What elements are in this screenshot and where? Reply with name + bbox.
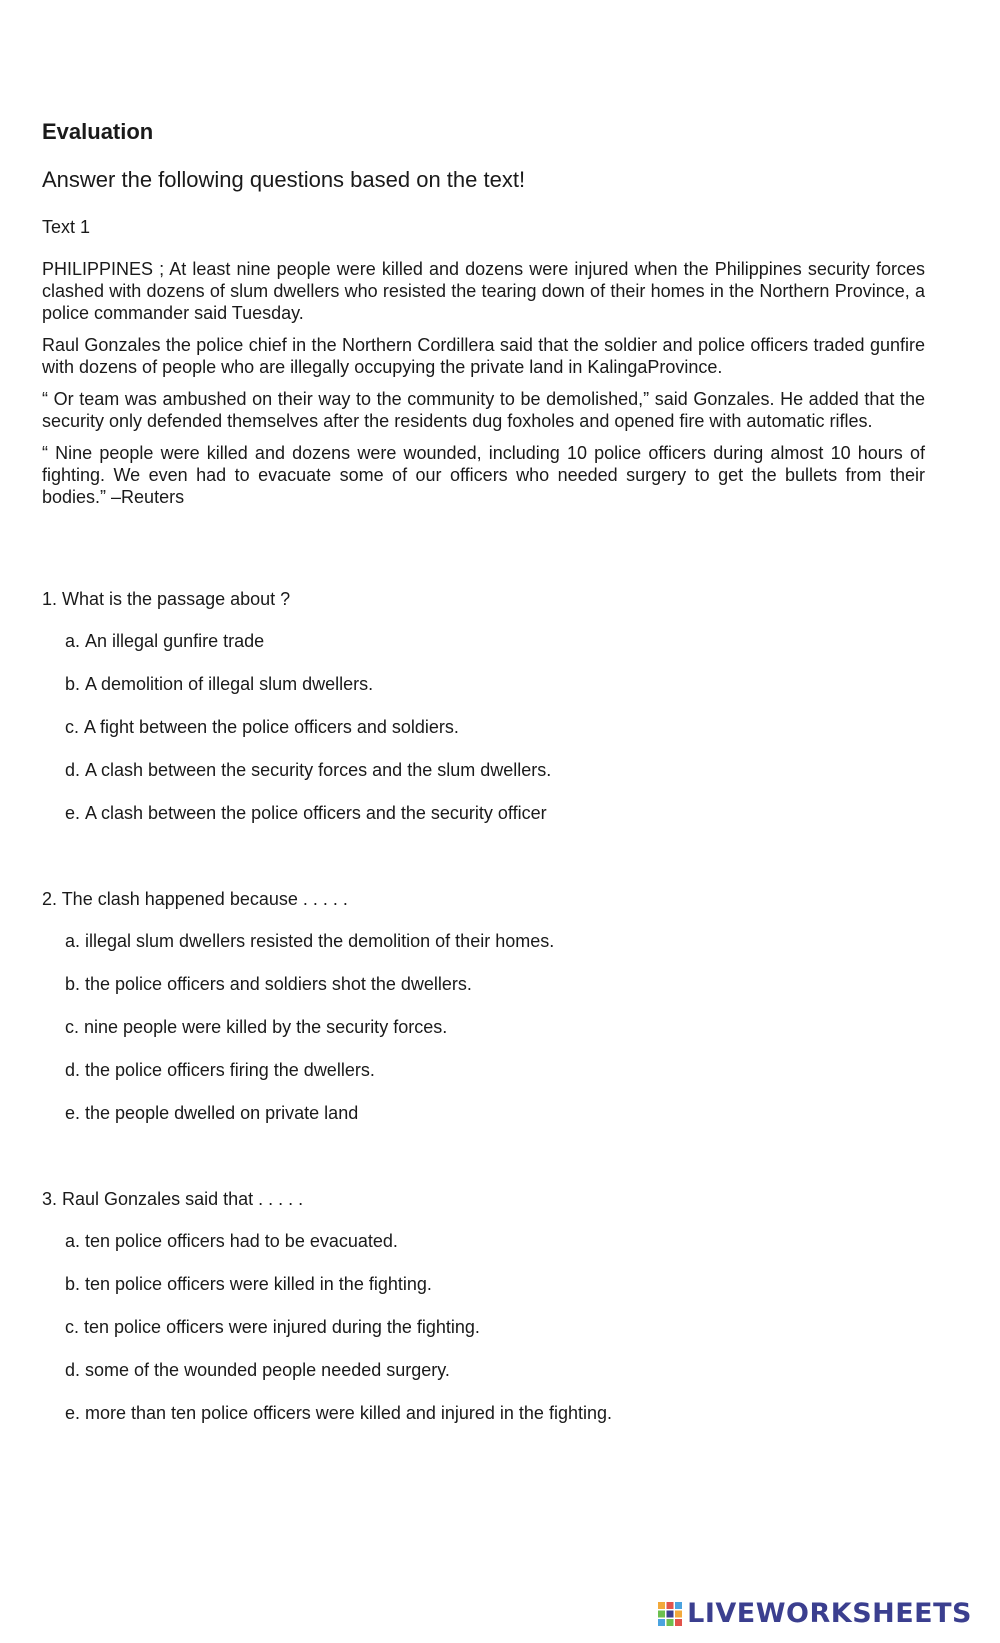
option-a[interactable] — [65, 930, 925, 973]
option-text: ten police officers had to be evacuated. — [85, 1231, 398, 1251]
option-letter: c. — [65, 1317, 80, 1337]
option-text: ten police officers were injured during the fighting. — [84, 1317, 480, 1337]
passage-paragraph: PHILIPPINES ; At least nine people were killed and dozens were injured when the Philippines security forces clashed with dozens of slum dwellers who resisted the tearing down of their homes in the Northern Province, a police commander said Tuesday. — [42, 259, 925, 323]
question-stem: 3. Raul Gonzales said that . . . . . — [42, 1189, 304, 1209]
liveworksheets-logo-icon — [657, 1601, 683, 1627]
option-letter: c. — [65, 717, 80, 737]
option-e[interactable] — [65, 1102, 925, 1145]
instruction-text: Answer the following questions based on the text! — [42, 167, 526, 192]
logo-text: LIVEWORKSHEETS — [687, 1598, 972, 1629]
option-text: A fight between the police officers and soldiers. — [84, 717, 459, 737]
option-b[interactable] — [65, 1273, 925, 1316]
question-stem: 2. The clash happened because . . . . . — [42, 889, 348, 909]
option-text: A clash between the police officers and the security officer — [85, 803, 547, 823]
option-d[interactable] — [65, 759, 925, 802]
option-text: A clash between the security forces and the slum dwellers. — [85, 760, 552, 780]
option-letter: e. — [65, 1403, 81, 1423]
option-d[interactable] — [65, 1059, 925, 1102]
option-e[interactable] — [65, 802, 925, 845]
page-title: Evaluation — [42, 119, 154, 144]
option-letter: b. — [65, 674, 81, 694]
option-text: A demolition of illegal slum dwellers. — [85, 674, 374, 694]
option-letter: b. — [65, 1274, 81, 1294]
option-letter: c. — [65, 1017, 80, 1037]
option-a[interactable] — [65, 1230, 925, 1273]
option-text: ten police officers were killed in the fighting. — [85, 1274, 432, 1294]
liveworksheets-logo — [657, 1598, 972, 1629]
option-text: An illegal gunfire trade — [85, 631, 265, 651]
option-text: some of the wounded people needed surgery. — [85, 1360, 450, 1380]
option-c[interactable] — [65, 1316, 925, 1359]
option-letter: e. — [65, 1103, 81, 1123]
question-1 — [42, 588, 925, 845]
option-letter: e. — [65, 803, 81, 823]
option-list — [42, 930, 925, 1145]
option-letter: a. — [65, 631, 81, 651]
text-label: Text 1 — [42, 217, 91, 237]
option-letter: a. — [65, 931, 81, 951]
reading-passage — [42, 258, 925, 518]
option-letter: a. — [65, 1231, 81, 1251]
question-2 — [42, 888, 925, 1145]
passage-paragraph: Raul Gonzales the police chief in the Northern Cordillera said that the soldier and police officers traded gunfire with dozens of people who are illegally occupying the private land in KalingaProvince. — [42, 335, 925, 377]
option-text: the people dwelled on private land — [85, 1103, 359, 1123]
option-list — [42, 1230, 925, 1445]
option-text: more than ten police officers were killed and injured in the fighting. — [85, 1403, 612, 1423]
option-b[interactable] — [65, 673, 925, 716]
passage-paragraph: “ Nine people were killed and dozens were wounded, including 10 police officers during almost 10 hours of fighting. We even had to evacuate some of our officers who needed surgery to get the bullets from their bodies.” –Reuters — [42, 443, 925, 507]
option-text: nine people were killed by the security forces. — [84, 1017, 448, 1037]
question-stem: 1. What is the passage about ? — [42, 589, 291, 609]
option-b[interactable] — [65, 973, 925, 1016]
option-c[interactable] — [65, 1016, 925, 1059]
option-letter: b. — [65, 974, 81, 994]
option-d[interactable] — [65, 1359, 925, 1402]
passage-paragraph: “ Or team was ambushed on their way to the community to be demolished,” said Gonzales. He added that the security only defended themselves after the residents dug foxholes and opened fire with automatic rifles. — [42, 389, 925, 431]
option-text: the police officers firing the dwellers. — [85, 1060, 375, 1080]
option-text: the police officers and soldiers shot the dwellers. — [85, 974, 472, 994]
option-letter: d. — [65, 760, 81, 780]
option-c[interactable] — [65, 716, 925, 759]
option-list — [42, 630, 925, 845]
option-letter: d. — [65, 1360, 81, 1380]
question-3 — [42, 1188, 925, 1445]
option-letter: d. — [65, 1060, 81, 1080]
option-text: illegal slum dwellers resisted the demolition of their homes. — [85, 931, 555, 951]
option-a[interactable] — [65, 630, 925, 673]
option-e[interactable] — [65, 1402, 925, 1445]
